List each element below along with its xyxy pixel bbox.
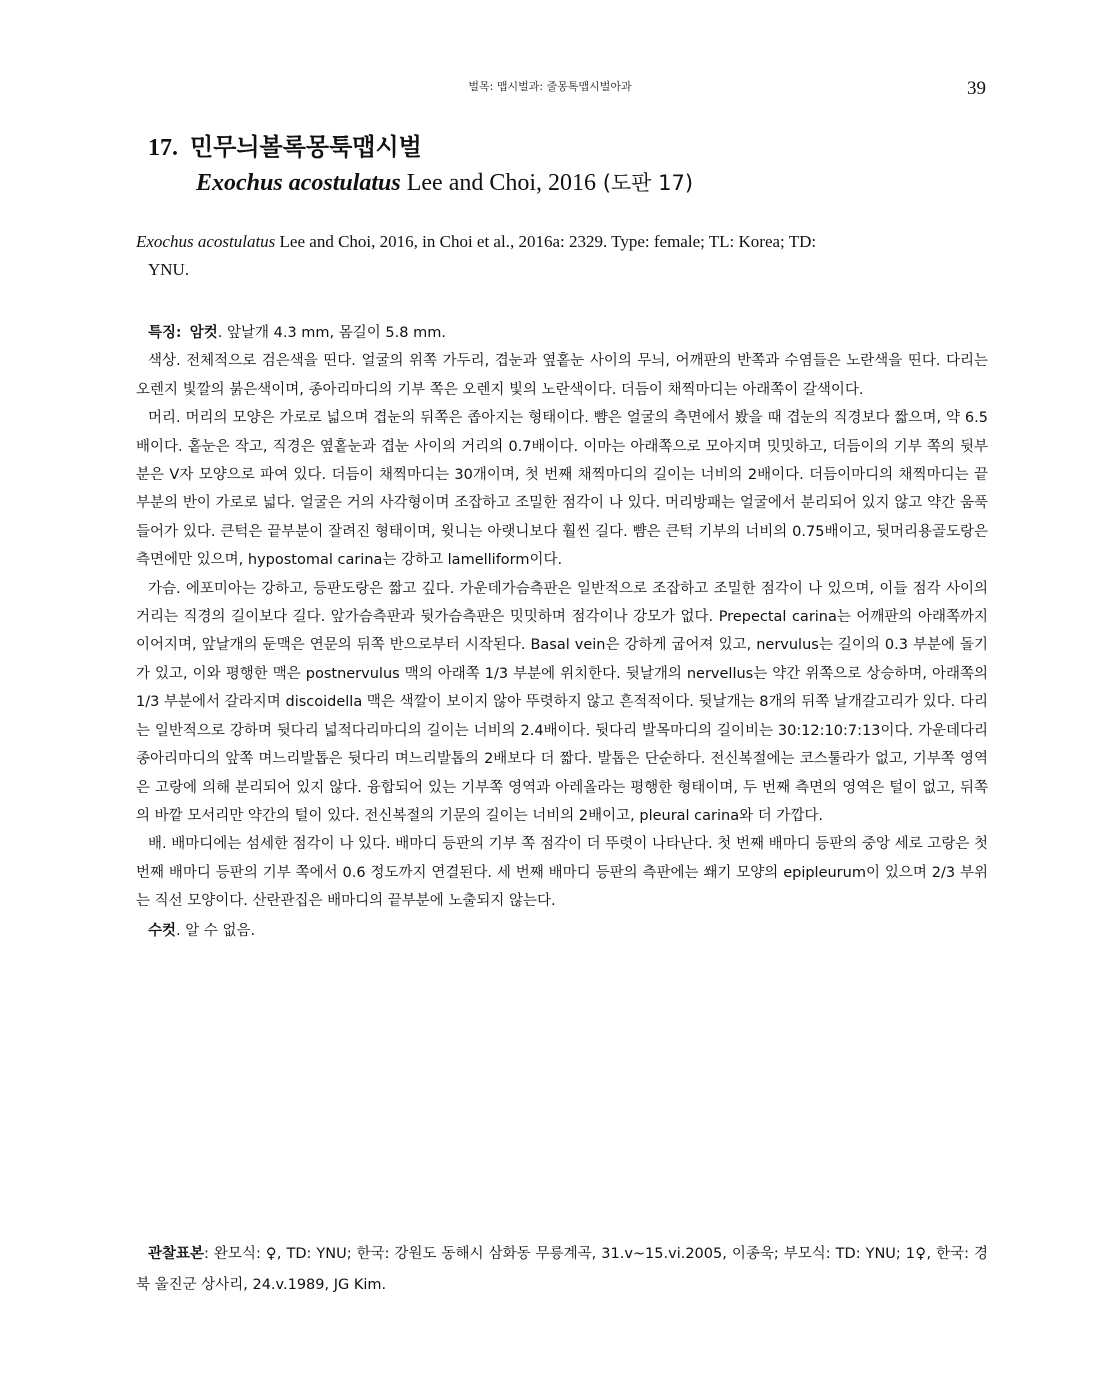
korean-name: 민무늬볼록몽툭맵시벌 [190, 133, 422, 161]
male-label: 수컷 [148, 922, 177, 939]
synonymy-text: Lee and Choi, 2016, in Choi et al., 2016a: 2329. Type: female; TL: Korea; TD: [275, 232, 817, 251]
head-paragraph: 머리. 머리의 모양은 가로로 넓으며 겹눈의 뒤쪽은 좁아지는 형태이다. 뺨은 얼굴의 측면에서 봤을 때 겹눈의 직경보다 짧으며, 약 6.5배이다. 홑눈은 작고, 직경은 옆홑눈과 겹눈 사이의 거리의 0.7배이다. 이마는 아래쪽으로 모아지며 밋밋하고, 더듬이의 기부 쪽의 뒷부분은 V자 모양으로 파여 있다. 더듬이 채찍마디는 30개이며, 첫 번째 채찍마디의 길이는 너비의 2배이다. 더듬이마디의 채찍마디는 끝부분의 반이 가로로 넓다. 얼굴은 거의 사각형이며 조잡하고 조밀한 점각이 나 있다. 머리방패는 얼굴에서 분리되어 있지 않고 약간 움푹 들어가 있다. 큰턱은 끝부분이 잘려진 형태이며, 윗니는 아랫니보다 훨씬 길다. 뺨은 큰턱 기부의 너비의 0.75배이고, 뒷머리용골도랑은 측면에만 있으며, hypostomal carina는 강하고 lamelliform이다. [136, 410, 988, 569]
material-text: : 완모식: ♀, TD: YNU; 한국: 강원도 동해시 삼화동 무릉계곡, 31.v~15.vi.2005, 이종욱; 부모식: TD: YNU; 1♀, 한국: 경북 울진군 상사리, 24.v.1989, JG Kim. [136, 1246, 988, 1293]
species-title-scientific [196, 165, 988, 201]
measurements: . 앞날개 4.3 mm, 몸길이 5.8 mm. [217, 325, 446, 341]
description-body [136, 318, 988, 945]
female-label: 암컷 [189, 325, 218, 341]
running-head: 벌목: 맵시벌과: 줄몽톡맵시벌아과 [468, 80, 632, 93]
species-heading [148, 130, 988, 201]
metasoma-paragraph: 배. 배마디에는 섬세한 점각이 나 있다. 배마디 등판의 기부 쪽 점각이 더 뚜렷이 나타난다. 첫 번째 배마디 등판의 중앙 세로 고랑은 첫 번째 배마디 등판의 기부 쪽에서 0.6 정도까지 연결된다. 세 번째 배마디 등판의 측판에는 쐐기 모양의 epipleurum이 있으며 2/3 부위는 직선 모양이다. 산란관집은 배마디의 끝부분에 노출되지 않는다. [136, 836, 988, 910]
color-paragraph: 색상. 전체적으로 검은색을 띤다. 얼굴의 위쪽 가두리, 겹눈과 옆홑눈 사이의 무늬, 어깨판의 반쪽과 수염들은 노란색을 띤다. 다리는 오렌지 빛깔의 붉은색이며, 종아리마디의 기부 쪽은 오렌지 빛의 노란색이다. 더듬이 채찍마디는 아래쪽이 갈색이다. [136, 353, 988, 398]
species-number: 17. [148, 135, 178, 161]
male-line [136, 916, 988, 945]
synonymy-continuation: YNU. [148, 260, 190, 279]
male-text: . 알 수 없음. [176, 922, 256, 939]
plate-reference: (도판 17) [596, 171, 694, 195]
diagnosis-label: 특징 [148, 325, 177, 341]
material-examined [136, 1238, 988, 1300]
page-number: 39 [967, 78, 986, 99]
authority: Lee and Choi, 2016 [400, 170, 597, 196]
material-paragraph [136, 1238, 988, 1300]
diagnosis-line: 특징: 암컷. 앞날개 4.3 mm, 몸길이 5.8 mm. [148, 322, 446, 341]
mesosoma-paragraph: 가슴. 에포미아는 강하고, 등판도랑은 짧고 깊다. 가운데가슴측판은 일반적으로 조잡하고 조밀한 점각이 나 있으며, 이들 점각 사이의 거리는 직경의 길이보다 길다. 앞가슴측판과 뒷가슴측판은 밋밋하며 점각이나 강모가 없다. Prepectal carina는 어깨판의 아래쪽까지 이어지며, 앞날개의 둔맥은 연문의 뒤쪽 반으로부터 시작된다. Basal vein은 강하게 굽어져 있고, nervulus는 길이의 0.3 부분에 돌기가 있고, 이와 평행한 맥은 postnervulus 맥의 아래쪽 1/3 부분에 위치한다. 뒷날개의 nervellus는 약간 위쪽으로 상승하며, 아래쪽의 1/3 부분에서 갈라지며 discoidella 맥은 색깔이 보이지 않아 뚜렷하지 않고 흔적적이다. 뒷날개는 8개의 뒤쪽 날개갈고리가 있다. 다리는 일반적으로 강하며 뒷다리 넓적다리마디의 길이는 너비의 2.4배이다. 뒷다리 발목마디의 길이비는 30:12:10:7:13이다. 가운데다리 종아리마디의 앞쪽 며느리발톱은 뒷다리 며느리발톱의 2배보다 더 짧다. 발톱은 단순하다. 전신복절에는 코스툴라가 없고, 기부쪽 영역은 고랑에 의해 분리되어 있지 않다. 융합되어 있는 기부쪽 영역과 아레올라는 평행한 형태이며, 두 번째 측면의 영역은 털이 없고, 뒤쪽의 바깥 모서리만 약간의 털이 있다. 전신복절의 기문의 길이는 너비의 2배이고, pleural carina와 더 가깝다. [136, 580, 988, 824]
species-title-korean [148, 130, 988, 165]
synonymy-scientific-name: Exochus acostulatus [136, 232, 276, 251]
material-label: 관찰표본 [148, 1246, 205, 1262]
synonymy-entry [136, 228, 988, 284]
scientific-name: Exochus acostulatus [196, 170, 401, 196]
